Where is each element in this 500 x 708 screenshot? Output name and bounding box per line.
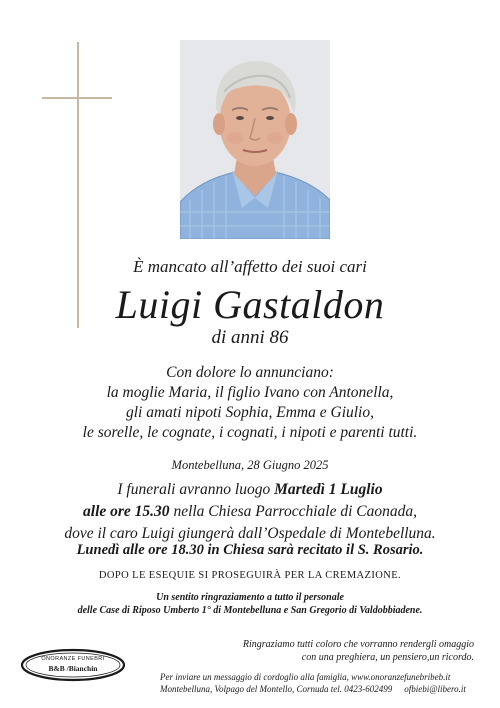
cremation-notice: DOPO LE ESEQUIE SI PROSEGUIRÀ PER LA CREMAZIONE.	[98, 570, 402, 581]
gratitude-line-1: Un sentito ringraziamento a tutto il personale	[156, 592, 344, 603]
funeral-line-1-text: I funerali avranno luogo	[117, 481, 275, 498]
announcement-lead: Con dolore lo annunciano:	[166, 364, 334, 381]
funeral-block	[0, 479, 500, 545]
funeral-line-1	[0, 479, 500, 501]
thanks-line-1: Ringraziamo tutti coloro che vorranno rendergli omaggio	[242, 639, 474, 650]
announcement-line-1: la moglie Maria, il figlio Ivano con Antonella,	[106, 384, 394, 401]
announcement-line-3: le sorelle, le cognate, i cognati, i nipoti e parenti tutti.	[82, 424, 418, 441]
thanks-line-2: con una preghiera, un pensiero,un ricordo.	[301, 652, 474, 663]
deceased-age: di anni 86	[211, 327, 289, 348]
funeral-date: Martedì 1 Luglio	[274, 481, 383, 498]
footer-website-line: Per inviare un messaggio di cordoglio alla famiglia, www.onoranzefunebribeb.it	[160, 672, 451, 682]
logo-line-2: B&B /Bianchin	[48, 664, 98, 673]
logo-line-1: ONORANZE FUNEBRI	[41, 656, 105, 662]
rosary-notice: Lunedì alle ore 18.30 in Chiesa sarà recitato il S. Rosario.	[76, 542, 424, 558]
funeral-line-3: dove il caro Luigi giungerà dall’Ospedale di Montebelluna.	[64, 525, 436, 542]
intro-text: È mancato all’affetto dei suoi cari	[133, 257, 367, 276]
announcement-block	[0, 363, 500, 443]
announcement-line-2: gli amati nipoti Sophia, Emma e Giulio,	[126, 404, 374, 421]
funeral-church: nella Chiesa Parrocchiale di Caonada,	[169, 503, 417, 520]
deceased-name: Luigi Gastaldon	[115, 282, 385, 327]
cross-horizontal-bar	[42, 97, 112, 99]
portrait-illustration	[180, 40, 330, 239]
funeral-time: alle ore 15.30	[83, 503, 170, 520]
thanks-block	[194, 638, 474, 664]
footer-address: Montebelluna, Volpago del Montello, Cornuda tel. 0423-602499	[160, 684, 393, 694]
footer-email: ofbiebi@libero.it	[404, 684, 466, 694]
gratitude-line-2: delle Case di Riposo Umberto 1° di Montebelluna e San Gregorio di Valdobbiadene.	[77, 605, 423, 616]
place-date: Montebelluna, 28 Giugno 2025	[171, 458, 329, 472]
gratitude-block	[0, 591, 500, 617]
portrait-photo	[180, 40, 330, 239]
footer-address-line	[160, 684, 466, 694]
funeral-line-2	[0, 501, 500, 523]
